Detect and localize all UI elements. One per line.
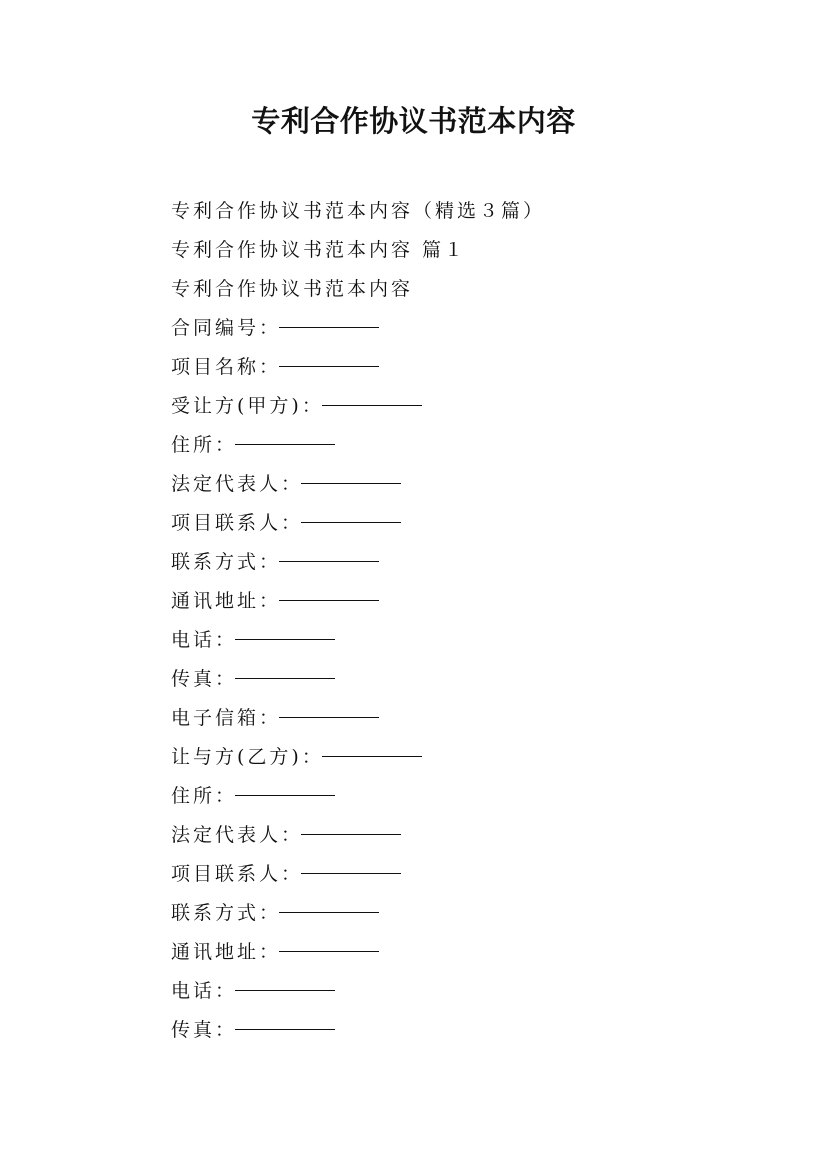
field-label: 电话： bbox=[171, 629, 238, 651]
field-label: 让与方(乙方)： bbox=[171, 746, 324, 768]
field-label: 住所： bbox=[171, 434, 238, 456]
field-label: 通讯地址： bbox=[171, 941, 282, 963]
fill-blank bbox=[301, 872, 401, 874]
field-address bbox=[171, 426, 771, 465]
intro-line: 专利合作协议书范本内容 篇１ bbox=[171, 239, 467, 261]
fill-blank bbox=[279, 911, 379, 913]
field-party-a bbox=[171, 387, 771, 426]
field-legal-representative bbox=[171, 816, 771, 855]
field-legal-representative bbox=[171, 465, 771, 504]
fill-blank bbox=[279, 950, 379, 952]
field-fax bbox=[171, 1011, 771, 1050]
document-title: 专利合作协议书范本内容 bbox=[251, 104, 576, 138]
field-label: 通讯地址： bbox=[171, 590, 282, 612]
field-label: 传真： bbox=[171, 668, 238, 690]
fill-blank bbox=[235, 443, 335, 445]
fill-blank bbox=[279, 560, 379, 562]
field-fax bbox=[171, 660, 771, 699]
fill-blank bbox=[279, 365, 379, 367]
field-email bbox=[171, 699, 771, 738]
document-body bbox=[171, 192, 771, 1050]
field-label: 联系方式： bbox=[171, 902, 282, 924]
fill-blank bbox=[235, 989, 335, 991]
intro-line: 专利合作协议书范本内容 bbox=[171, 278, 414, 300]
intro-line: 专利合作协议书范本内容（精选３篇） bbox=[171, 200, 546, 222]
fill-blank bbox=[301, 482, 401, 484]
field-contact-method bbox=[171, 543, 771, 582]
fill-blank bbox=[301, 833, 401, 835]
fill-blank bbox=[322, 755, 422, 757]
field-project-name bbox=[171, 348, 771, 387]
fill-blank bbox=[235, 794, 335, 796]
field-party-b bbox=[171, 738, 771, 777]
field-contact-method bbox=[171, 894, 771, 933]
field-label: 电子信箱： bbox=[171, 707, 282, 729]
field-address bbox=[171, 777, 771, 816]
fill-blank bbox=[235, 1028, 335, 1030]
field-label: 受让方(甲方)： bbox=[171, 395, 324, 417]
field-phone bbox=[171, 972, 771, 1011]
fill-blank bbox=[322, 404, 422, 406]
field-project-contact bbox=[171, 504, 771, 543]
field-label: 项目联系人： bbox=[171, 863, 304, 885]
field-phone bbox=[171, 621, 771, 660]
field-label: 项目联系人： bbox=[171, 512, 304, 534]
field-label: 电话： bbox=[171, 980, 238, 1002]
field-mailing-address bbox=[171, 582, 771, 621]
fill-blank bbox=[279, 716, 379, 718]
fill-blank bbox=[279, 326, 379, 328]
field-label: 传真： bbox=[171, 1019, 238, 1041]
field-label: 法定代表人： bbox=[171, 824, 304, 846]
field-label: 联系方式： bbox=[171, 551, 282, 573]
fill-blank bbox=[235, 638, 335, 640]
field-mailing-address bbox=[171, 933, 771, 972]
field-project-contact bbox=[171, 855, 771, 894]
field-contract-number bbox=[171, 309, 771, 348]
field-label: 合同编号： bbox=[171, 317, 282, 339]
fill-blank bbox=[235, 677, 335, 679]
fill-blank bbox=[301, 521, 401, 523]
field-label: 法定代表人： bbox=[171, 473, 304, 495]
field-label: 住所： bbox=[171, 785, 238, 807]
field-label: 项目名称： bbox=[171, 356, 282, 378]
fill-blank bbox=[279, 599, 379, 601]
